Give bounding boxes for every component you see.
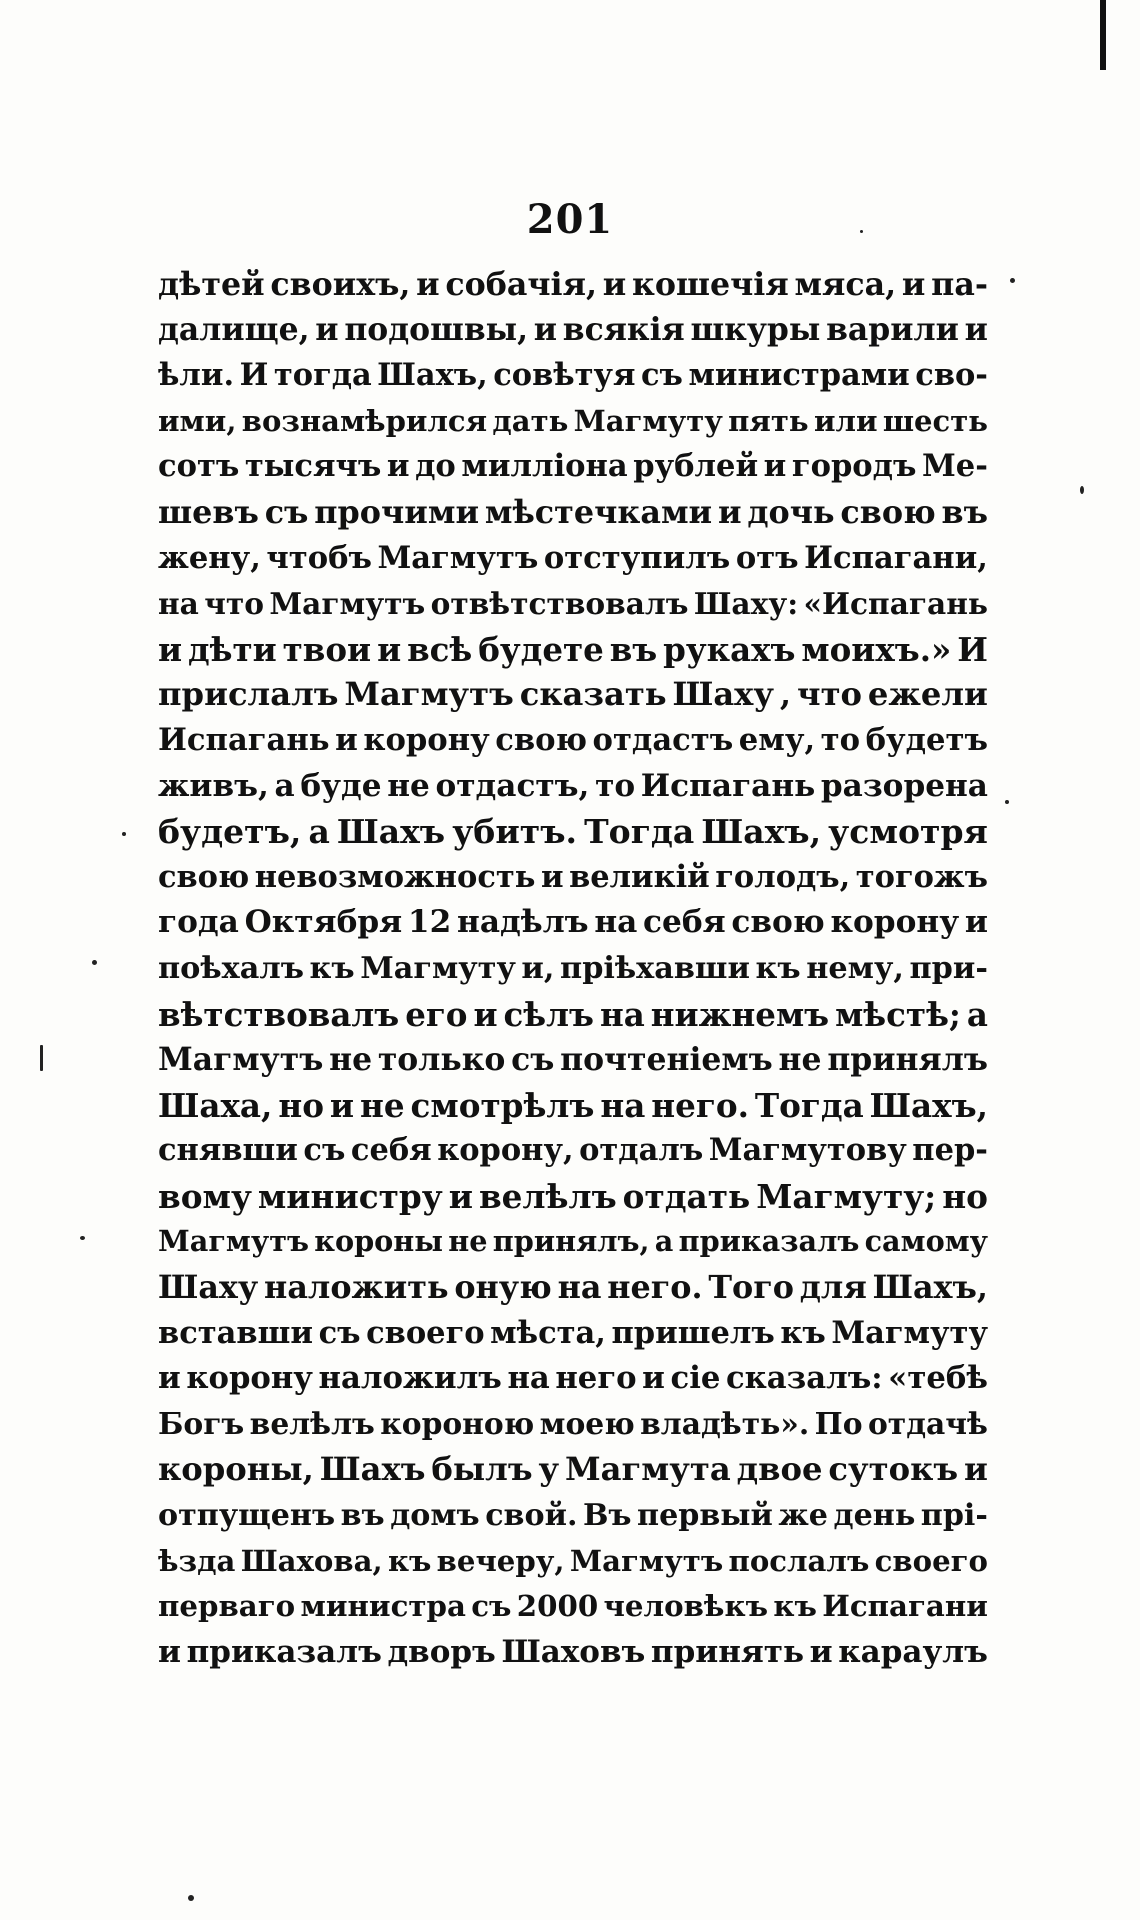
page-number: 201 [526,196,614,243]
text-word: убитъ. [452,812,578,852]
text-word: и [377,629,402,669]
text-word: Магмуту [360,950,516,986]
text-word: и, [521,950,555,986]
text-word: Шахъ, [872,1269,988,1307]
text-word: мяса, [794,266,897,303]
text-word: свою [495,721,587,758]
text-word: только [377,1041,506,1079]
text-word: а [966,994,988,1034]
text-word: отдалъ [579,1132,704,1169]
text-word: вому [158,1176,252,1216]
text-word: сіе [670,1360,721,1397]
text-word: съ [641,357,683,394]
text-word: шесть [882,403,988,438]
text-word: свой. [485,1498,578,1534]
text-word: на [600,1085,646,1125]
text-word: приказалъ [678,1224,860,1259]
text-word: свою [731,904,825,941]
text-word: подошвы, [344,311,529,348]
text-word: былъ [431,1450,533,1489]
text-word: и [416,266,440,303]
text-word: и [315,311,339,348]
text-word: но [942,1176,988,1216]
text-word: Шахъ [319,1450,426,1489]
text-word: Магмуту [573,403,723,438]
text-word: , [779,675,792,714]
text-word: жену, [158,539,261,576]
text-word: съ [264,493,309,531]
text-word: Шахъ, [701,812,822,852]
text-word: ежели [867,675,988,714]
text-word: и [158,1360,181,1397]
text-line [158,672,988,718]
text-word: далище, [158,311,310,348]
text-word: и [642,1360,665,1397]
text-line [158,718,988,764]
scan-speck [40,1045,43,1071]
page-edge-mark [1100,0,1106,70]
text-word: корону [186,1360,313,1397]
text-word: Шахова, [240,1543,383,1578]
text-word: Шахъ, [869,1085,988,1125]
text-line [158,992,988,1038]
text-word: корону, [437,1132,574,1169]
text-word: вставши [158,1314,314,1351]
text-word: съ [511,1041,555,1079]
text-word: пер- [912,1132,988,1169]
text-word: тогожъ [855,858,988,895]
text-word: будетъ, [158,812,302,852]
text-word: не [359,1085,405,1125]
text-word: шевъ [158,493,259,531]
text-word: Испагани, [804,539,988,576]
text-word: 12 [407,904,452,941]
text-word: Тогда [584,812,695,852]
text-word: Магмуту; [756,1176,937,1216]
text-word: великій [569,858,710,895]
text-word: рублей [633,448,759,485]
text-word: къ [309,950,355,986]
scan-speck [1080,486,1084,494]
text-word: чтобъ [266,539,372,576]
text-word: и [809,1633,833,1670]
text-word: ѣли. [158,357,235,394]
text-line [158,946,988,992]
text-word: себя [350,1132,432,1169]
text-word: Шахъ, [377,357,488,394]
text-word: перваго [158,1589,296,1624]
text-word: въ [941,493,988,531]
text-line [158,627,988,673]
text-word: своихъ, [270,266,411,303]
text-word: года [158,904,239,941]
text-word: караулъ [838,1633,988,1670]
scan-speck [188,1895,194,1901]
text-word: на [594,904,638,941]
text-word: усмотря [828,812,988,852]
text-line [158,1174,988,1220]
text-word: въ [609,629,658,669]
scan-speck [92,960,97,965]
text-word: и [158,629,183,669]
text-word: всѣ [407,629,473,669]
text-word: И [957,629,988,669]
text-word: для [799,1269,867,1307]
text-line [158,536,988,582]
text-word: дать [492,403,569,438]
text-line [158,444,988,490]
text-word: Того [708,1269,794,1307]
text-word: смотрѣлъ [410,1085,595,1125]
text-line [158,1447,988,1493]
text-word: нему, [806,950,904,986]
text-word: отступилъ [543,539,731,576]
text-word: Магмутову [708,1132,907,1169]
text-word: разорена [820,767,988,804]
text-word: прочими [314,493,480,531]
text-word: отдачѣ [867,1406,988,1442]
text-word: вѣтствовалъ [158,994,400,1034]
text-word: и [473,994,498,1034]
text-word: Шаха, [158,1085,273,1125]
text-word: пришелъ [611,1314,775,1351]
text-word: и [158,1633,181,1670]
text-word: не [448,1224,488,1259]
text-line [158,1356,988,1402]
text-word: министру [257,1176,443,1216]
text-word: Испагань [640,767,816,804]
text-word: но [278,1085,324,1125]
text-word: Магмутъ [344,675,514,714]
text-word: и [964,311,988,348]
text-word: дочь [747,493,835,531]
text-word: а [654,1224,674,1259]
text-word: принять [650,1633,805,1670]
text-word: Магмуту [831,1314,988,1351]
text-word: нижнемъ [650,994,830,1034]
body-text [158,262,988,1675]
text-word: сказать [519,675,667,714]
text-word: тогда [273,357,372,394]
text-word: будетъ [865,721,988,758]
text-line [158,1265,988,1311]
text-word: министра [300,1589,466,1624]
text-word: дворъ [387,1633,496,1670]
text-line [158,262,988,308]
text-word: къ [387,1543,432,1578]
scan-speck [1010,278,1015,283]
text-word: поѣхалъ [158,950,304,986]
text-word: и [540,858,564,895]
text-word: самому [864,1224,988,1259]
text-word: сотъ [158,448,240,485]
text-word: на [557,1269,602,1307]
text-word: Шаху: [693,586,799,622]
text-word: него. [607,1269,703,1307]
text-line [158,399,988,445]
text-word: Магмутъ [158,1041,324,1079]
text-line [158,855,988,901]
text-word: и [448,1176,473,1216]
text-word: варили [826,311,959,348]
text-word: моею [539,1406,635,1442]
text-word: короною [380,1406,535,1442]
text-word: отдастъ [592,721,734,758]
text-word: и [901,266,926,303]
text-line [158,809,988,855]
text-word: то [595,767,636,804]
text-word: себя [643,904,726,941]
text-word: двое [736,1450,823,1489]
text-word: корону [363,721,490,758]
text-word: мѣстѣ; [835,994,961,1034]
text-word: ѣзда [158,1543,236,1578]
scan-speck [860,230,863,233]
text-word: принялъ, [492,1224,650,1259]
text-word: короны, [158,1450,314,1489]
text-word: пріѣхавши [560,950,750,986]
text-word: Магмутъ [158,1224,309,1259]
text-word: и [964,904,988,941]
text-word: наложилъ [318,1360,502,1397]
text-word: къ [773,1589,817,1624]
text-word: Шаху [672,675,774,714]
text-line [158,1311,988,1357]
text-word: а [308,812,330,852]
text-word: Богъ [158,1406,245,1442]
text-word: надѣлъ [457,904,589,941]
text-word: По [814,1406,863,1442]
text-word: всякія [562,311,685,348]
text-line [158,1083,988,1129]
text-word: первый [637,1498,773,1534]
text-word: съ [303,1132,346,1169]
text-word: мѣста, [490,1314,606,1351]
text-word: на [158,586,199,622]
text-word: Шаховъ [501,1633,646,1670]
text-line [158,1128,988,1174]
text-line [158,1402,988,1448]
text-word: пять [728,403,809,438]
text-line [158,764,988,810]
text-word: или [813,403,878,438]
text-word: снявши [158,1132,298,1169]
text-word: отдать [622,1176,751,1216]
text-word: при- [909,950,988,986]
text-word: то [820,721,861,758]
text-word: послалъ [728,1543,870,1578]
text-word: же [778,1498,828,1534]
text-word: и [717,493,742,531]
text-word: и [386,448,410,485]
text-word: собачія, [445,266,597,303]
text-word: городъ [791,448,917,485]
text-word: владѣть». [640,1406,810,1442]
text-word: велѣлъ [478,1176,617,1216]
text-word: И [239,357,269,394]
text-word: Ме- [922,448,988,485]
text-word: Магмута [565,1450,731,1489]
text-word: свою [158,858,250,895]
text-word: живъ, [158,767,269,804]
text-word: «Испагань [803,586,988,622]
text-word: ими, [158,403,237,438]
text-word: отдастъ, [435,767,590,804]
text-word: сказалъ: [725,1360,883,1397]
text-word: отпущенъ [158,1498,336,1534]
text-word: своего [366,1314,485,1351]
text-word: вечеру, [436,1543,565,1578]
text-line [158,1630,988,1676]
text-word: тысячъ [244,448,382,485]
text-word: къ [755,950,801,986]
scan-speck [80,1236,85,1240]
text-word: на [507,1360,550,1397]
text-word: не [778,1041,822,1079]
text-word: па- [931,266,988,303]
text-word: 2000 [516,1589,599,1624]
text-word: человѣкъ [603,1589,769,1624]
text-word: прислалъ [158,675,339,714]
text-word: что [204,586,265,622]
text-word: буде [300,767,382,804]
text-word: Октября [244,904,403,941]
text-word: къ [780,1314,826,1351]
text-word: своего [874,1543,988,1578]
text-word: сутокъ [828,1450,959,1489]
text-word: отвѣтствовалъ [430,586,689,622]
text-word: Испагани [822,1589,988,1624]
text-word: него [555,1360,637,1397]
text-word: твои [282,629,372,669]
text-line [158,308,988,354]
text-word: съ [471,1589,512,1624]
text-word: Магмутъ [377,539,539,576]
text-word: приказалъ [186,1633,382,1670]
text-word: кошечія [631,266,789,303]
text-word: почтеніемъ [560,1041,773,1079]
text-word: дѣти [188,629,277,669]
text-word: велѣлъ [249,1406,375,1442]
text-word: съ [318,1314,361,1351]
text-line [158,1037,988,1083]
scan-speck [1005,800,1009,804]
text-word: ему, [738,721,816,758]
text-line [158,1539,988,1585]
text-word: и [533,311,558,348]
text-word: свою [840,493,936,531]
text-word: вознамѣрился [241,403,488,438]
text-word: невозможность [254,858,536,895]
text-word: прі- [920,1498,988,1534]
text-line [158,490,988,536]
text-line [158,1584,988,1630]
text-word: Испагань [158,721,330,758]
text-line [158,900,988,946]
text-word: сво- [915,357,988,394]
text-word: домъ [390,1498,480,1534]
text-word: до [415,448,456,485]
text-word: и [602,266,627,303]
text-word: мѣстечками [484,493,713,531]
text-word: не [329,1041,373,1079]
text-word: Шахъ [336,812,446,852]
text-word: моихъ.» [801,629,952,669]
text-word: и [763,448,787,485]
text-word: а [274,767,295,804]
text-word: «тебѣ [888,1360,988,1397]
text-word: наложить [264,1269,449,1307]
text-line [158,1493,988,1539]
text-word: на [599,994,645,1034]
text-word: голодъ, [715,858,851,895]
text-word: корону [830,904,960,941]
text-word: милліона [461,448,628,485]
text-word: шкуры [690,311,821,348]
text-line [158,353,988,399]
text-word: рукахъ [663,629,796,669]
text-word: будете [478,629,604,669]
text-word: Тогда [754,1085,864,1125]
text-word: министрами [688,357,910,394]
text-word: сѣлъ [503,994,594,1034]
text-word: Магмутъ [569,1543,724,1578]
text-word: не [387,767,430,804]
text-word: и [964,1450,988,1489]
text-word: Въ [582,1498,632,1534]
text-word: принялъ [827,1041,988,1079]
text-word: и [335,721,358,758]
text-line [158,1219,988,1265]
text-word: отъ [735,539,799,576]
text-word: день [833,1498,916,1534]
text-word: дѣтей [158,266,265,303]
text-word: у [538,1450,560,1489]
text-word: Магмутъ [269,586,426,622]
scan-speck [122,832,126,836]
text-word: что [797,675,862,714]
text-word: въ [340,1498,385,1534]
text-word: оную [454,1269,552,1307]
text-word: его [405,994,468,1034]
text-word: совѣтуя [493,357,636,394]
text-line [158,581,988,627]
text-word: и [329,1085,355,1125]
text-word: Шаху [158,1269,259,1307]
text-word: короны [314,1224,444,1259]
text-word: него. [651,1085,749,1125]
